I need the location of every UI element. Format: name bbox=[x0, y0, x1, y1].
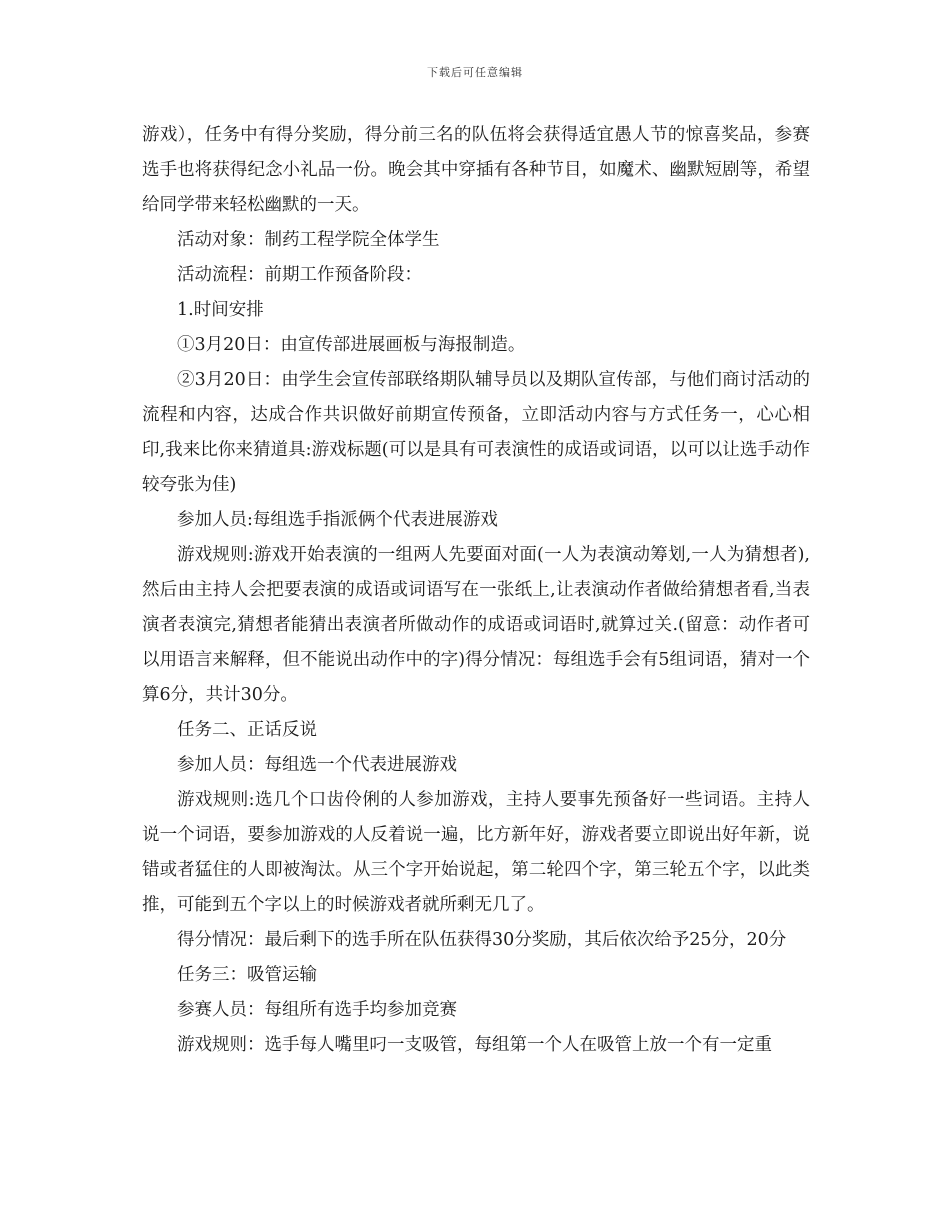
paragraph: 得分情况：最后剩下的选手所在队伍获得30分奖励，其后依次给予25分，20分 bbox=[177, 930, 787, 950]
paragraph: 游戏），任务中有得分奖励，得分前三名的队伍将会获得适宜愚人节的惊喜奖品，参赛选手也将获得纪念小礼品一份。晚会其中穿插有各种节目，如魔术、幽默短剧等，希望给同学带来轻松幽默的一天。 bbox=[142, 125, 810, 215]
paragraph: 游戏规则:选几个口齿伶俐的人参加游戏，主持人要事先预备好一些词语。主持人说一个词语，要参加游戏的人反着说一遍，比方新年好，游戏者要立即说出好年新，说错或者猛住的人即被淘汰。从三个字开始说起，第二轮四个字，第三轮五个字，以此类推，可能到五个字以上的时候游戏者就所剩无几了。 bbox=[142, 790, 810, 915]
paragraph: 任务三：吸管运输 bbox=[177, 965, 317, 985]
paragraph: 1.时间安排 bbox=[177, 300, 264, 320]
paragraph: ②3月20日：由学生会宣传部联络期队辅导员以及期队宣传部，与他们商讨活动的流程和内容，达成合作共识做好前期宣传预备，立即活动内容与方式任务一，心心相印,我来比你来猜道具:游戏标题(可以是具有可表演性的成语或词语，以可以让选手动作较夸张为佳) bbox=[142, 370, 810, 495]
document-body bbox=[142, 118, 810, 1063]
paragraph: 参加人员:每组选手指派俩个代表进展游戏 bbox=[177, 510, 498, 530]
paragraph: 参赛人员：每组所有选手均参加竞赛 bbox=[177, 1000, 457, 1020]
paragraph: 活动流程：前期工作预备阶段： bbox=[177, 265, 422, 285]
paragraph: 游戏规则：选手每人嘴里叼一支吸管，每组第一个人在吸管上放一个有一定重 bbox=[177, 1035, 772, 1055]
page-header: 下载后可任意编辑 bbox=[427, 66, 523, 79]
paragraph: ①3月20日：由宣传部进展画板与海报制造。 bbox=[177, 335, 526, 355]
paragraph: 活动对象：制药工程学院全体学生 bbox=[177, 230, 440, 250]
paragraph: 参加人员：每组选一个代表进展游戏 bbox=[177, 755, 457, 775]
paragraph: 游戏规则:游戏开始表演的一组两人先要面对面(一人为表演动筹划,一人为猜想者),然后由主持人会把要表演的成语或词语写在一张纸上,让表演动作者做给猜想者看,当表演者表演完,猜想者能猜出表演者所做动作的成语或词语时,就算过关.(留意：动作者可以用语言来解释，但不能说出动作中的字)得分情况：每组选手会有5组词语，猜对一个算6分，共计30分。 bbox=[142, 545, 810, 705]
paragraph: 任务二、正话反说 bbox=[177, 720, 317, 740]
